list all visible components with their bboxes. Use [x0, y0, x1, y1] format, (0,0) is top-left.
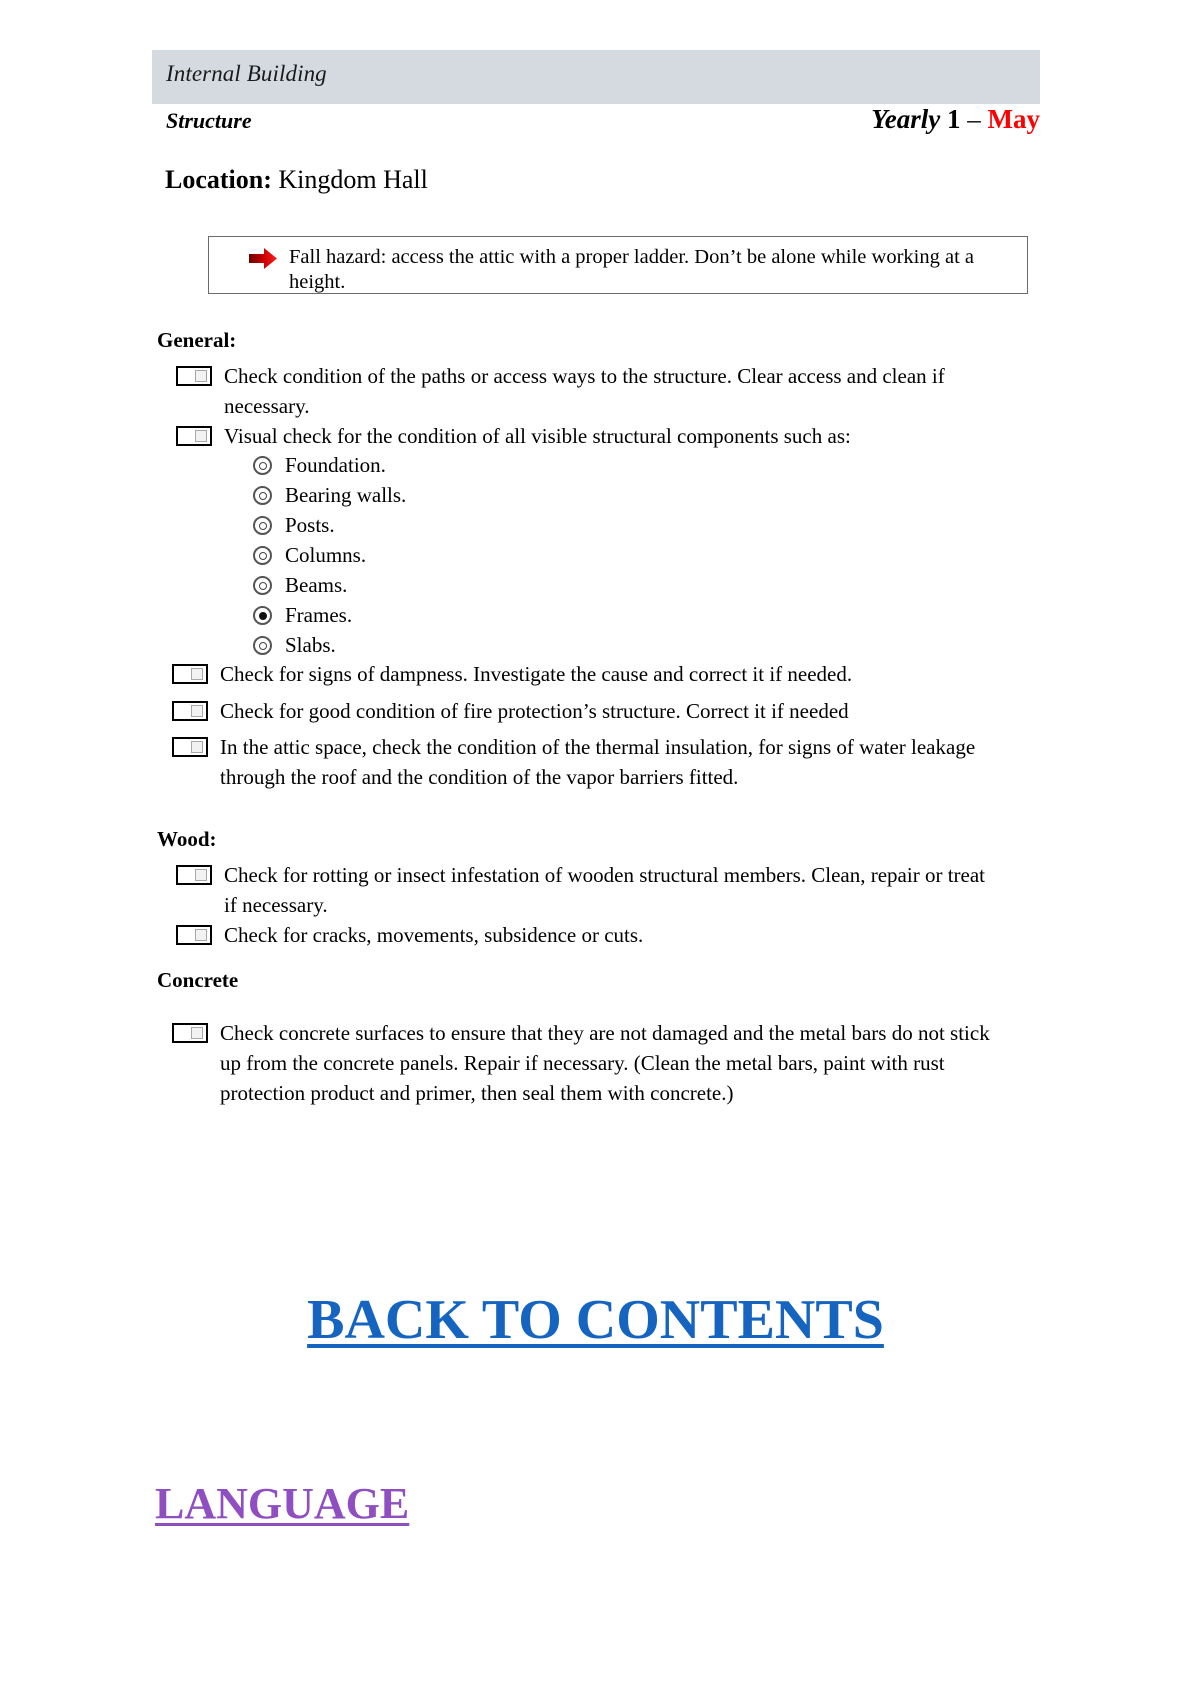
checklist-item-label: Check for rotting or insect infestation of wooden structural members. Clean, repair or treat if necessary. — [224, 863, 986, 917]
checklist-item-label: Visual check for the condition of all visible structural components such as: — [224, 424, 851, 448]
component-option[interactable] — [253, 510, 753, 540]
component-option[interactable] — [253, 480, 753, 510]
radio-bullet-icon[interactable] — [253, 546, 272, 565]
location-value: Kingdom Hall — [278, 165, 428, 194]
checklist-item-label: Check for good condition of fire protection’s structure. Correct it if needed — [220, 699, 849, 723]
location-line — [165, 165, 428, 195]
header-band — [152, 50, 1040, 104]
checkbox[interactable] — [172, 701, 208, 721]
checklist-item[interactable] — [172, 732, 1034, 792]
component-option[interactable] — [253, 630, 753, 660]
checklist-item[interactable] — [172, 1018, 1012, 1108]
component-option-label: Columns. — [285, 543, 367, 567]
document-subject: Structure — [166, 108, 252, 133]
hazard-warning-text: Fall hazard: access the attic with a proper ladder. Don’t be alone while working at a height. — [289, 246, 974, 293]
component-option-label: Frames. — [285, 603, 353, 627]
checklist-item[interactable] — [176, 860, 996, 920]
component-option[interactable] — [253, 570, 753, 600]
component-option-label: Posts. — [285, 513, 335, 537]
document-period — [871, 104, 1040, 135]
checkbox[interactable] — [172, 1023, 208, 1043]
period-month: May — [987, 104, 1040, 134]
checkbox[interactable] — [172, 737, 208, 757]
checkbox[interactable] — [172, 664, 208, 684]
radio-bullet-icon[interactable] — [253, 606, 272, 625]
back-to-contents-link[interactable]: BACK TO CONTENTS — [307, 1289, 884, 1351]
checklist-item-label: Check concrete surfaces to ensure that they are not damaged and the metal bars do not stick up from the concrete panels. Repair if necessary. (Clean the metal bars, paint with rust protection product and primer, then seal them with concrete.) — [220, 1021, 990, 1105]
checklist-item[interactable] — [176, 361, 996, 421]
period-dash: – — [967, 104, 981, 134]
radio-bullet-icon[interactable] — [253, 486, 272, 505]
language-link[interactable]: LANGUAGE — [155, 1479, 410, 1528]
radio-bullet-icon[interactable] — [253, 516, 272, 535]
checkbox[interactable] — [176, 865, 212, 885]
checkbox[interactable] — [176, 426, 212, 446]
checklist-item-label: Check for cracks, movements, subsidence or cuts. — [224, 923, 644, 947]
checklist-item-label: Check condition of the paths or access ways to the structure. Clear access and clean if necessary. — [224, 364, 945, 418]
checklist-item[interactable] — [172, 659, 1002, 689]
component-option-label: Beams. — [285, 573, 348, 597]
header-band-title: Internal Building — [166, 61, 327, 86]
checklist-item[interactable] — [176, 421, 996, 451]
radio-bullet-icon[interactable] — [253, 456, 272, 475]
checkbox[interactable] — [176, 925, 212, 945]
checklist-item-label: In the attic space, check the condition of the thermal insulation, for signs of water leakage through the roof and the condition of the vapor barriers fitted. — [220, 735, 976, 789]
component-option-selected[interactable] — [253, 600, 753, 630]
period-number: 1 — [947, 104, 961, 134]
component-option[interactable] — [253, 450, 753, 480]
hazard-warning-box — [208, 236, 1028, 294]
checklist-item-label: Check for signs of dampness. Investigate the cause and correct it if needed. — [220, 662, 853, 686]
location-label: Location: — [165, 165, 272, 194]
section-heading-wood: Wood: — [157, 827, 217, 851]
period-word: Yearly — [871, 104, 941, 134]
title-row — [152, 104, 1040, 148]
checklist-item[interactable] — [176, 920, 996, 950]
radio-bullet-icon[interactable] — [253, 576, 272, 595]
component-option-label: Slabs. — [285, 633, 336, 657]
section-heading-concrete: Concrete — [157, 968, 239, 992]
red-arrow-icon — [249, 248, 277, 269]
checkbox[interactable] — [176, 366, 212, 386]
checklist-item[interactable] — [172, 696, 1002, 726]
section-heading-general: General: — [157, 328, 237, 352]
hazard-warning-inner — [249, 245, 1009, 295]
component-option[interactable] — [253, 540, 753, 570]
radio-bullet-icon[interactable] — [253, 636, 272, 655]
component-option-label: Foundation. — [285, 453, 386, 477]
component-option-label: Bearing walls. — [285, 483, 407, 507]
